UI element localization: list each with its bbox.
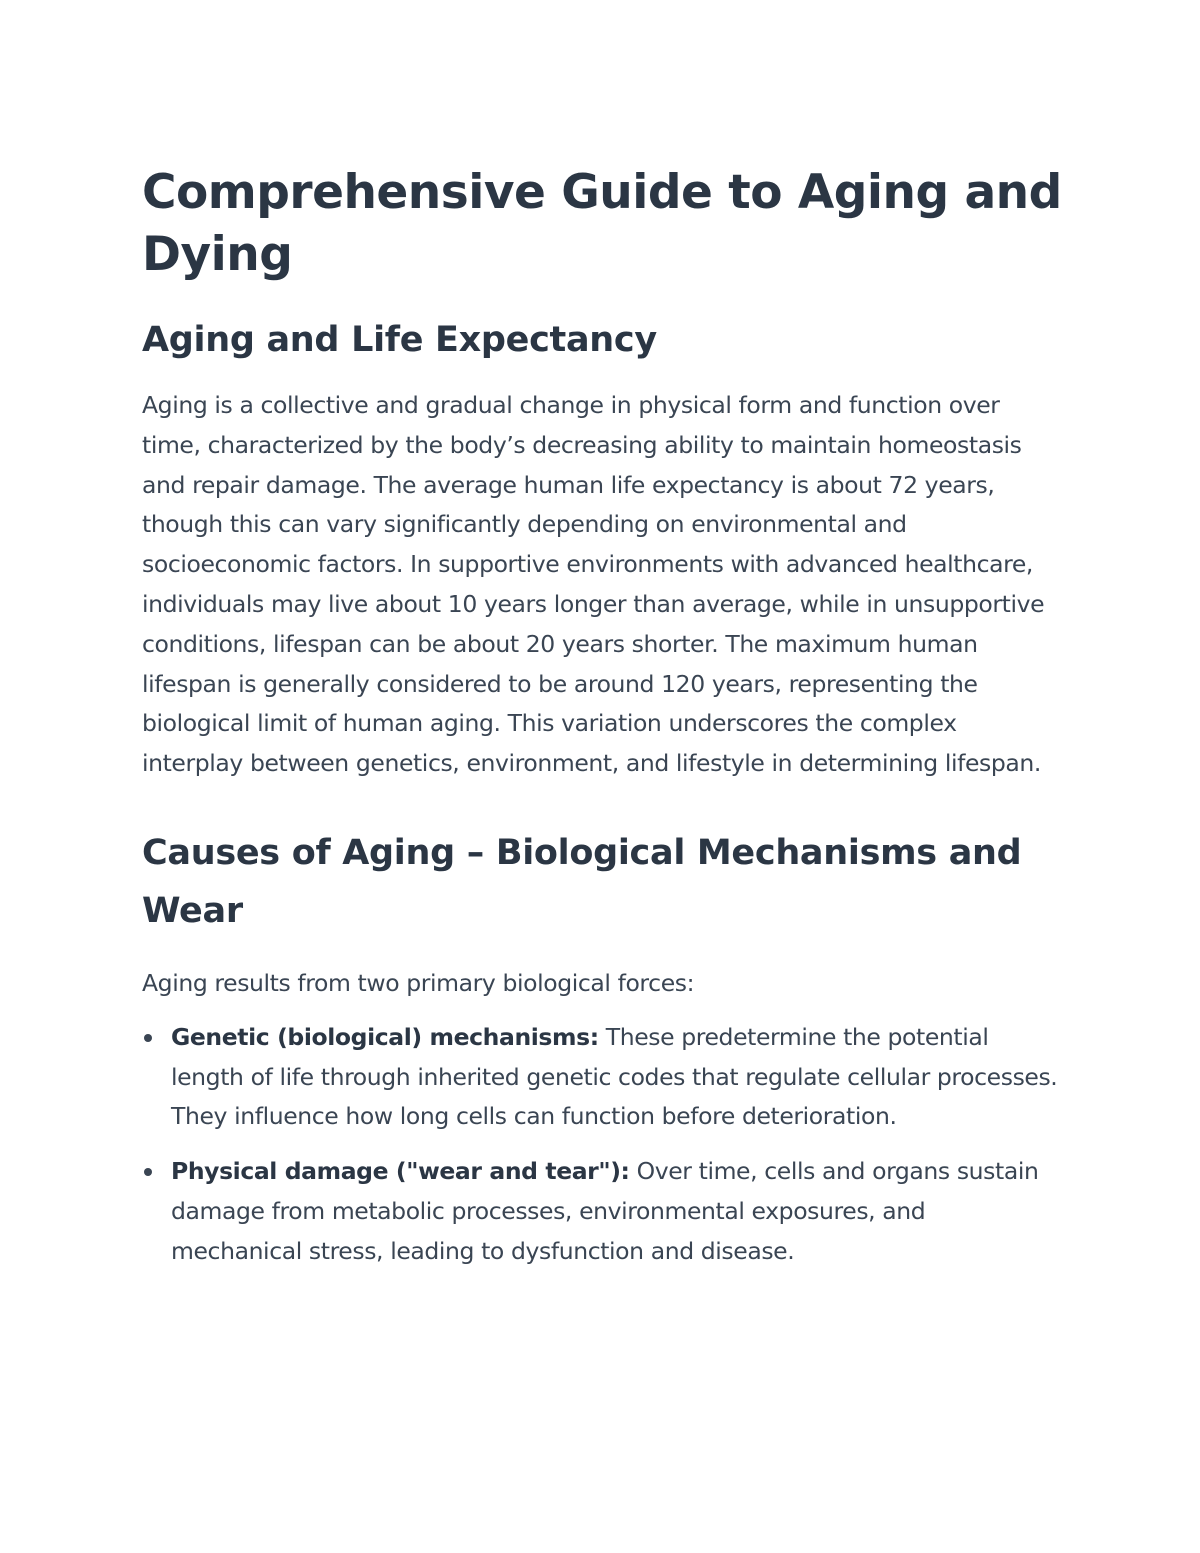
list-item-physical-damage — [142, 1152, 1062, 1271]
bullet-text: These predetermine the potential length of life through inherited genetic codes that regulate cellular processes. They influence how long cells can function before deterioration. — [171, 1022, 1058, 1131]
causes-intro-paragraph: Aging results from two primary biological forces: — [142, 968, 695, 997]
bullet-term: Physical damage ("wear and tear"): — [171, 1157, 630, 1186]
list-item-genetic-mechanisms — [142, 1018, 1062, 1137]
document-title: Comprehensive Guide to Aging and Dying — [142, 165, 1062, 282]
section-heading-life-expectancy: Aging and Life Expectancy — [142, 320, 657, 360]
life-expectancy-paragraph: Aging is a collective and gradual change in physical form and function over time, characterized by the body’s decreasing ability to maintain homeostasis and repair damage. The average human life expectancy is about 72 years, though this can vary significantly depending on environmental and socioeconomic factors. In supportive environments with advanced healthcare, individuals may live about 10 years longer than average, while in unsupportive conditions, lifespan can be about 20 years shorter. The maximum human lifespan is generally considered to be around 120 years, representing the biological limit of human aging. This variation underscores the complex interplay between genetics, environment, and lifestyle in determining lifespan. — [142, 391, 1045, 778]
section-heading-causes-of-aging: Causes of Aging – Biological Mechanisms and Wear — [142, 832, 1022, 931]
bullet-text: Over time, cells and organs sustain damage from metabolic processes, environmental exposures, and mechanical stress, leading to dysfunction and disease. — [171, 1157, 1039, 1265]
bullet-icon — [144, 1034, 152, 1042]
bullet-icon — [144, 1168, 152, 1176]
causes-bullet-list — [142, 1018, 1062, 1272]
document-page — [142, 162, 1062, 1272]
bullet-term: Genetic (biological) mechanisms: — [171, 1022, 599, 1051]
